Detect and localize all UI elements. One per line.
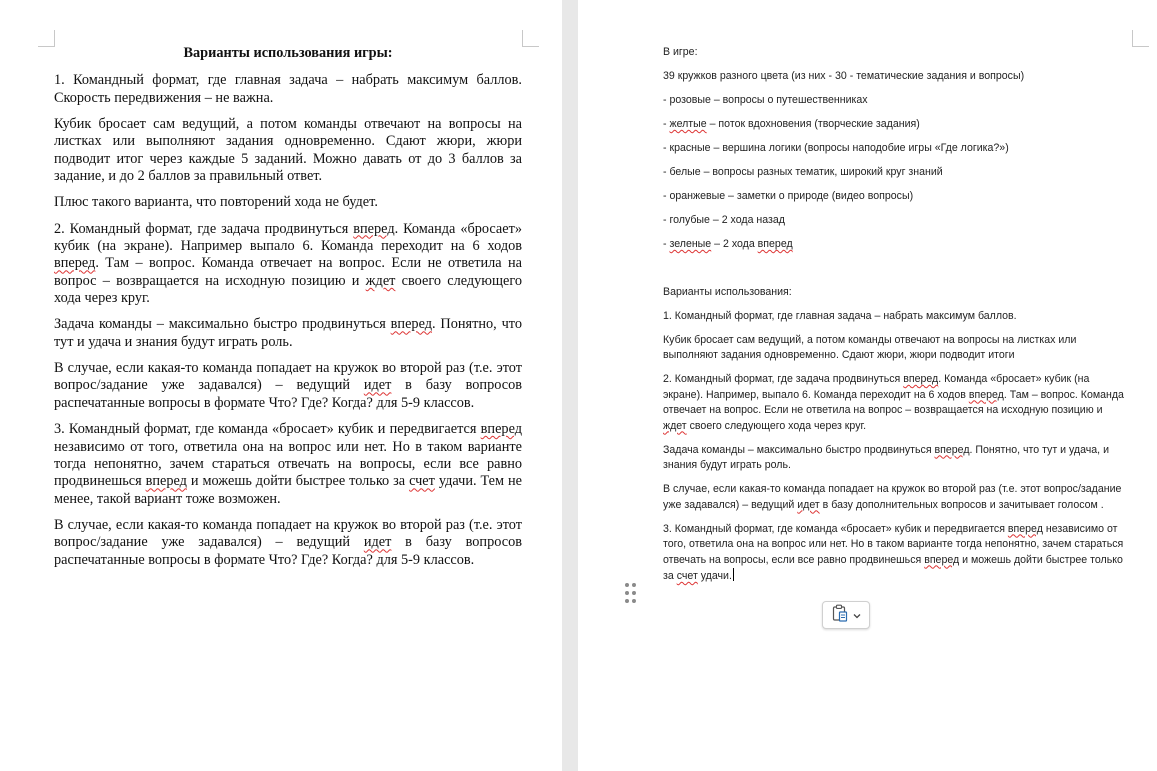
misspelled-word[interactable]: идет <box>363 377 392 394</box>
paragraph: - белые – вопросы разных тематик, широкий круг знаний <box>663 166 943 178</box>
text-run: удачи. Тем не менее, такой вариант тоже возможен. <box>54 473 523 507</box>
paragraph <box>54 221 522 308</box>
paragraph: - оранжевые – заметки о природе (видео вопросы) <box>663 190 914 202</box>
paragraph <box>663 237 1128 253</box>
text-run: - <box>663 238 670 250</box>
misspelled-word[interactable]: счет <box>676 570 698 582</box>
text-run: Задача команды – максимально быстро продвинуться <box>54 316 391 333</box>
paste-options-button[interactable] <box>822 601 870 629</box>
misspelled-word[interactable]: вперед <box>968 388 1004 401</box>
document-body-left[interactable] <box>54 45 522 578</box>
paragraph: - красные – вершина логики (вопросы наподобие игры «Где логика?») <box>663 142 1009 154</box>
document-page-right[interactable] <box>578 0 1157 771</box>
drag-handle-icon[interactable] <box>624 583 638 603</box>
misspelled-word[interactable]: вперед <box>54 255 96 272</box>
paragraph: 39 кружков разного цвета (из них - 30 - тематические задания и вопросы) <box>663 70 1025 82</box>
paragraph: 1. Командный формат, где главная задача – набрать максимум баллов. Скорость передвижения – не важна. <box>54 72 522 106</box>
crop-mark <box>1132 30 1149 47</box>
text-run: в базу дополнительных вопросов и зачитывает голосом . <box>819 498 1104 511</box>
text-run: – поток вдохновения (творческие задания) <box>706 118 920 130</box>
text-run: 3. Командный формат, где команда «бросает» кубик и передвигается <box>663 522 1008 535</box>
page-title: Варианты использования игры: <box>183 45 393 61</box>
text-run: независимо от того, ответила она на вопрос или нет. Но в таком варианте тогда непонятно, зачем стараться отвечать на вопросы, если все равно продвинешься <box>54 438 522 490</box>
text-run: независимо от того, ответила она на вопрос или нет. Но в таком варианте тогда непонятно, зачем стараться отвечать на вопросы, если все равно продвинешься <box>663 522 1124 566</box>
paragraph: Кубик бросает сам ведущий, а потом команды отвечают на вопросы на листках или выполняют задания одновременно. Сдают жюри, жюри подводит итог через каждые 5 заданий. Можно давать от до 3 баллов за задание, и до 2 баллов за правильный ответ. <box>54 116 522 185</box>
paragraph <box>54 517 522 569</box>
text-run: . Там – вопрос. Команда отвечает на вопрос. Если не ответила на вопрос – возвращается на исходную позицию и <box>54 255 522 289</box>
section-heading: Варианты использования: <box>663 285 792 298</box>
misspelled-word[interactable]: вперед <box>390 316 432 333</box>
text-run: В случае, если какая-то команда попадает на кружок во второй раз (т.е. этот вопрос/задание уже задавался) – ведущий <box>663 483 1122 511</box>
paragraph <box>54 360 522 412</box>
text-run: и можешь дойти быстрее только за <box>186 473 410 490</box>
misspelled-word[interactable]: вперед <box>1007 522 1043 535</box>
clipboard-paste-icon <box>832 604 848 627</box>
crop-mark <box>38 30 55 47</box>
misspelled-word[interactable]: вперед <box>480 421 522 438</box>
paragraph: 1. Командный формат, где главная задача – набрать максимум баллов. <box>663 309 1017 322</box>
document-page-left[interactable] <box>0 0 562 771</box>
paragraph: Кубик бросает сам ведущий, а потом команды отвечают на вопросы на листках или выполняют задания одновременно. Сдают жюри, жюри подводит итоги <box>663 333 1077 361</box>
text-run: В случае, если какая-то команда попадает на кружок во второй раз (т.е. этот вопрос/задание уже задавался) – ведущий <box>54 516 522 551</box>
misspelled-word[interactable]: идет <box>363 534 392 551</box>
misspelled-word[interactable]: вперед <box>924 553 960 566</box>
document-body-right[interactable] <box>663 45 1128 593</box>
text-run: 2. Командный формат, где задача продвинуться <box>54 220 354 237</box>
misspelled-word[interactable]: ждет <box>365 272 396 289</box>
misspelled-word[interactable]: вперед <box>903 373 939 385</box>
text-run: 2. Командный формат, где задача продвинуться <box>663 373 904 385</box>
text-run: своего следующего хода через круг. <box>686 419 867 432</box>
text-run: в базу вопросов распечатанные вопросы в формате Что? Где? Когда? для 5-9 классов. <box>54 534 522 568</box>
text-run: . Понятно, что тут и удача, и знания будут играть роль. <box>663 443 1109 471</box>
paragraph <box>663 372 1128 434</box>
paragraph: - голубые – 2 хода назад <box>663 214 785 226</box>
paragraph <box>663 482 1128 513</box>
paragraph <box>663 443 1128 474</box>
paragraph <box>54 421 522 508</box>
paragraph: В игре: <box>663 46 698 58</box>
paragraph: Плюс такого варианта, что повторений хода не будет. <box>54 194 378 211</box>
text-run: . Команда «бросает» кубик (на экране). Например выпало 6. Команда переходит на 6 ходов <box>54 220 522 255</box>
text-run: В случае, если какая-то команда попадает на кружок во второй раз (т.е. этот вопрос/задание уже задавался) – ведущий <box>54 360 522 394</box>
text-run: и можешь дойти быстрее только за <box>663 553 1123 582</box>
text-run: удачи. <box>697 570 732 582</box>
text-run: своего следующего хода через круг. <box>54 272 522 307</box>
misspelled-word[interactable]: вперед <box>934 443 970 456</box>
text-run: в базу вопросов распечатанные вопросы в формате Что? Где? Когда? для 5-9 классов. <box>54 377 522 411</box>
text-run: . Понятно, что тут и удача и знания будут играть роль. <box>54 316 522 350</box>
misspelled-word[interactable]: зеленые <box>669 238 712 250</box>
text-cursor <box>733 568 735 581</box>
misspelled-word[interactable]: ждет <box>663 419 687 432</box>
paragraph <box>663 522 1128 585</box>
text-run: - <box>663 118 670 130</box>
text-run: 3. Командный формат, где команда «бросает» кубик и передвигается <box>54 421 481 438</box>
misspelled-word[interactable]: вперед <box>145 473 187 490</box>
chevron-down-icon <box>853 606 861 624</box>
text-run: – 2 хода <box>711 238 758 250</box>
crop-mark <box>522 30 539 47</box>
text-run: Задача команды – максимально быстро продвинуться <box>663 443 935 456</box>
paragraph: - розовые – вопросы о путешественниках <box>663 94 868 106</box>
paragraph <box>54 316 522 351</box>
text-run: . Там – вопрос. Команда отвечает на вопрос. Если не ответила на вопрос – возвращается на исходную позицию и <box>663 388 1124 416</box>
text-run: . Команда «бросает» кубик (на экране). Например, выпало 6. Команда переходит на 6 ходов <box>663 373 1090 401</box>
misspelled-word[interactable]: счет <box>409 473 435 490</box>
misspelled-word[interactable]: вперед <box>757 238 793 250</box>
misspelled-word[interactable]: желтые <box>669 118 707 130</box>
misspelled-word[interactable]: идет <box>797 498 820 511</box>
paragraph <box>663 117 1128 133</box>
misspelled-word[interactable]: вперед <box>353 220 395 237</box>
